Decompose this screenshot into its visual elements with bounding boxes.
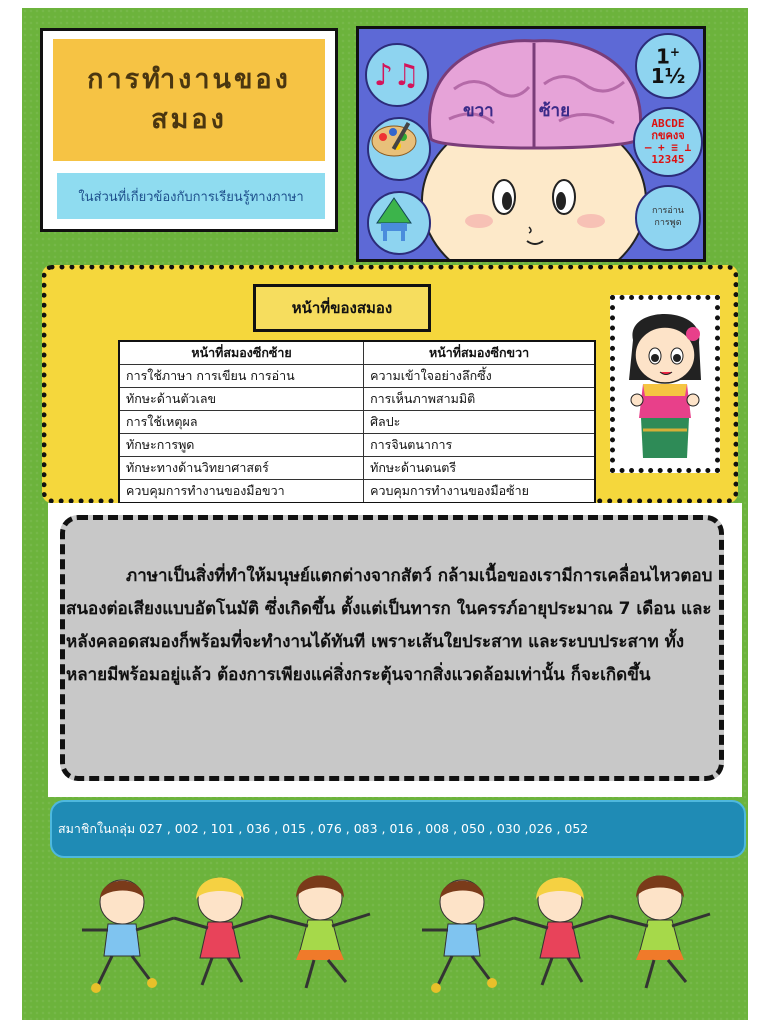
table-cell: ทักษะทางด้านวิทยาศาสตร์ xyxy=(119,457,364,480)
alphabet-line-3: – + ≡ ⊥ xyxy=(644,141,692,154)
reading-text-2: การพูด xyxy=(654,218,682,228)
table-row xyxy=(119,480,595,504)
brain-functions-heading-text: หน้าที่ของสมอง xyxy=(291,299,393,317)
table-row xyxy=(119,365,595,388)
page-title xyxy=(87,60,291,141)
brain-label-right: ขวา xyxy=(463,101,494,121)
body-paragraph: ภาษาเป็นสิ่งที่ทำให้มนุษย์แตกต่างจากสัตว์ กล้ามเนื้อของเรามีการเคลื่อนไหวตอบสนองต่อเสียงแบบอัตโนมัติ ซึ่งเกิดขึ้น ตั้งแต่เป็นทารก ในครรภ์อายุประมาณ 7 เดือน และหลังคลอดสมองก็พร้อมที่จะทำงานได้ทันที เพราะเส้นใยประสาท และระบบประสาท ทั้งหลายมีพร้อมอยู่แล้ว ต้องการเพียงแค่สิ่งกระตุ้นจากสิ่งแวดล้อมเท่านั้น ก็จะเกิดขึ้น xyxy=(66,566,713,685)
thai-girl-icon xyxy=(615,300,715,468)
music-notes-icon: ♪♫ xyxy=(365,43,429,107)
brain-label-left: ซ้าย xyxy=(539,101,571,121)
reading-book-icon xyxy=(635,185,701,251)
paint-palette-icon xyxy=(367,117,431,181)
column-header-right: หน้าที่สมองซีกขวา xyxy=(364,341,595,365)
title-line-2: สมอง xyxy=(151,104,227,135)
girl-illustration xyxy=(610,295,720,473)
brain-functions-heading xyxy=(253,284,431,332)
table-cell: การใช้ภาษา การเขียน การอ่าน xyxy=(119,365,364,388)
table-row xyxy=(119,388,595,411)
table-cell: การเห็นภาพสามมิติ xyxy=(364,388,595,411)
brain-functions-table xyxy=(118,340,596,504)
children-holding-hands-icon xyxy=(70,860,740,1000)
table-cell: ควบคุมการทำงานของมือซ้าย xyxy=(364,480,595,504)
table-cell: ทักษะการพูด xyxy=(119,434,364,457)
table-cell: ศิลปะ xyxy=(364,411,595,434)
alphabet-line-4: 12345 xyxy=(651,153,685,167)
alphabet-line-2: กขคงจ xyxy=(651,128,685,142)
alphabet-icon xyxy=(633,107,703,177)
table-cell: ควบคุมการทำงานของมือขวา xyxy=(119,480,364,504)
table-header-row xyxy=(119,341,595,365)
table-row xyxy=(119,457,595,480)
table-cell: ทักษะด้านดนตรี xyxy=(364,457,595,480)
reading-text-1: การอ่าน xyxy=(652,206,684,217)
members-text: สมาชิกในกลุ่ม 027 , 002 , 101 , 036 , 015 , 076 , 083 , 016 , 008 , 050 , 030 ,026 , 052 xyxy=(58,821,589,836)
table-row xyxy=(119,411,595,434)
geometric-shapes-icon xyxy=(367,191,431,255)
subtitle-box xyxy=(57,173,325,219)
brain-illustration xyxy=(356,26,706,262)
page-subtitle: ในส่วนที่เกี่ยวข้องกับการเรียนรู้ทางภาษา xyxy=(78,189,304,205)
title-line-1: การทำงานของ xyxy=(87,63,291,95)
members-banner xyxy=(50,800,746,858)
table-cell: การจินตนาการ xyxy=(364,434,595,457)
table-cell: ทักษะด้านตัวเลข xyxy=(119,388,364,411)
alphabet-line-1: ABCDE xyxy=(651,116,685,130)
column-header-left: หน้าที่สมองซีกซ้าย xyxy=(119,341,364,365)
table-cell: ความเข้าใจอย่างลึกซึ้ง xyxy=(364,365,595,388)
fraction-icon: 1+ 1½ xyxy=(635,33,701,99)
title-card xyxy=(40,28,338,232)
title-box xyxy=(53,39,325,161)
table-row xyxy=(119,434,595,457)
table-cell: การใช้เหตุผล xyxy=(119,411,364,434)
